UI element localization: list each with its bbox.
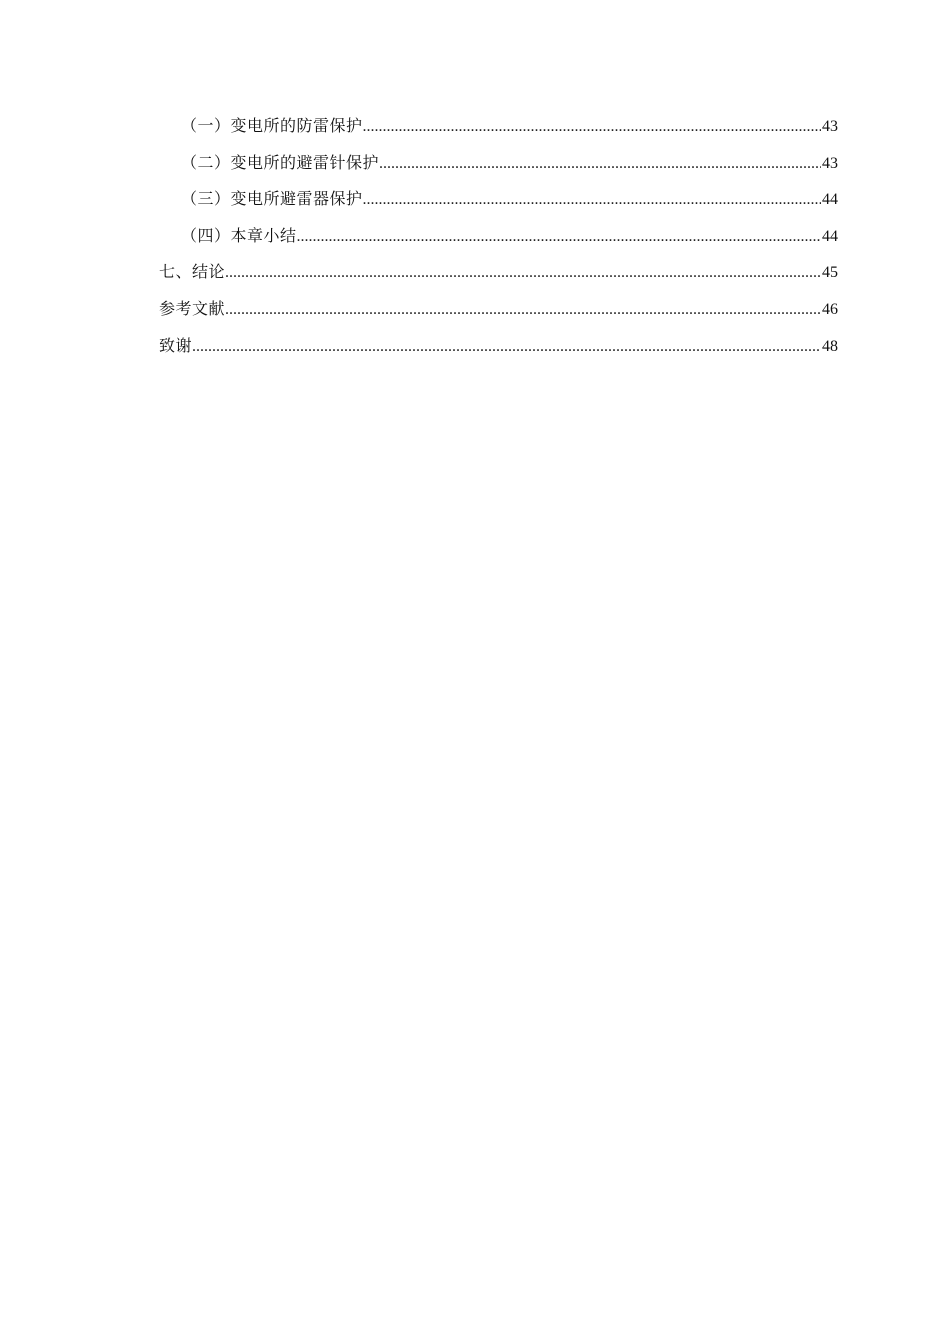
toc-entry-title: （四）本章小结	[181, 225, 297, 245]
toc-entry-title: 七、结论	[159, 262, 226, 282]
toc-entry[interactable]	[159, 296, 838, 333]
toc-dot-leader	[379, 151, 821, 177]
toc-entry-page-number: 43	[822, 154, 838, 172]
toc-entry-title: （二）变电所的避雷针保护	[181, 152, 380, 172]
toc-dot-leader	[192, 334, 821, 360]
toc-entry-title: 参考文献	[159, 298, 226, 318]
toc-entry-title: 致谢	[159, 335, 193, 355]
toc-entry-page-number: 45	[822, 264, 838, 282]
toc-entry[interactable]	[159, 259, 838, 296]
toc-entry[interactable]	[159, 223, 838, 260]
toc-entry-page-number: 44	[822, 227, 838, 245]
toc-entry[interactable]	[159, 150, 838, 187]
toc-entry-title: （一）变电所的防雷保护	[181, 116, 363, 135]
toc-entry-page-number: 43	[822, 118, 838, 135]
toc-entry-page-number: 44	[822, 191, 838, 209]
toc-entry-page-number: 46	[822, 300, 838, 318]
toc-dot-leader	[363, 114, 821, 140]
toc-entry[interactable]	[159, 186, 838, 223]
toc-dot-leader	[225, 260, 821, 286]
table-of-contents	[159, 113, 838, 369]
toc-entry[interactable]	[159, 113, 838, 150]
toc-dot-leader	[363, 187, 821, 213]
toc-dot-leader	[297, 224, 821, 250]
toc-entry[interactable]	[159, 333, 838, 370]
toc-entry-page-number: 48	[822, 337, 838, 355]
toc-entry-title: （三）变电所避雷器保护	[181, 189, 363, 209]
toc-dot-leader	[225, 297, 821, 323]
